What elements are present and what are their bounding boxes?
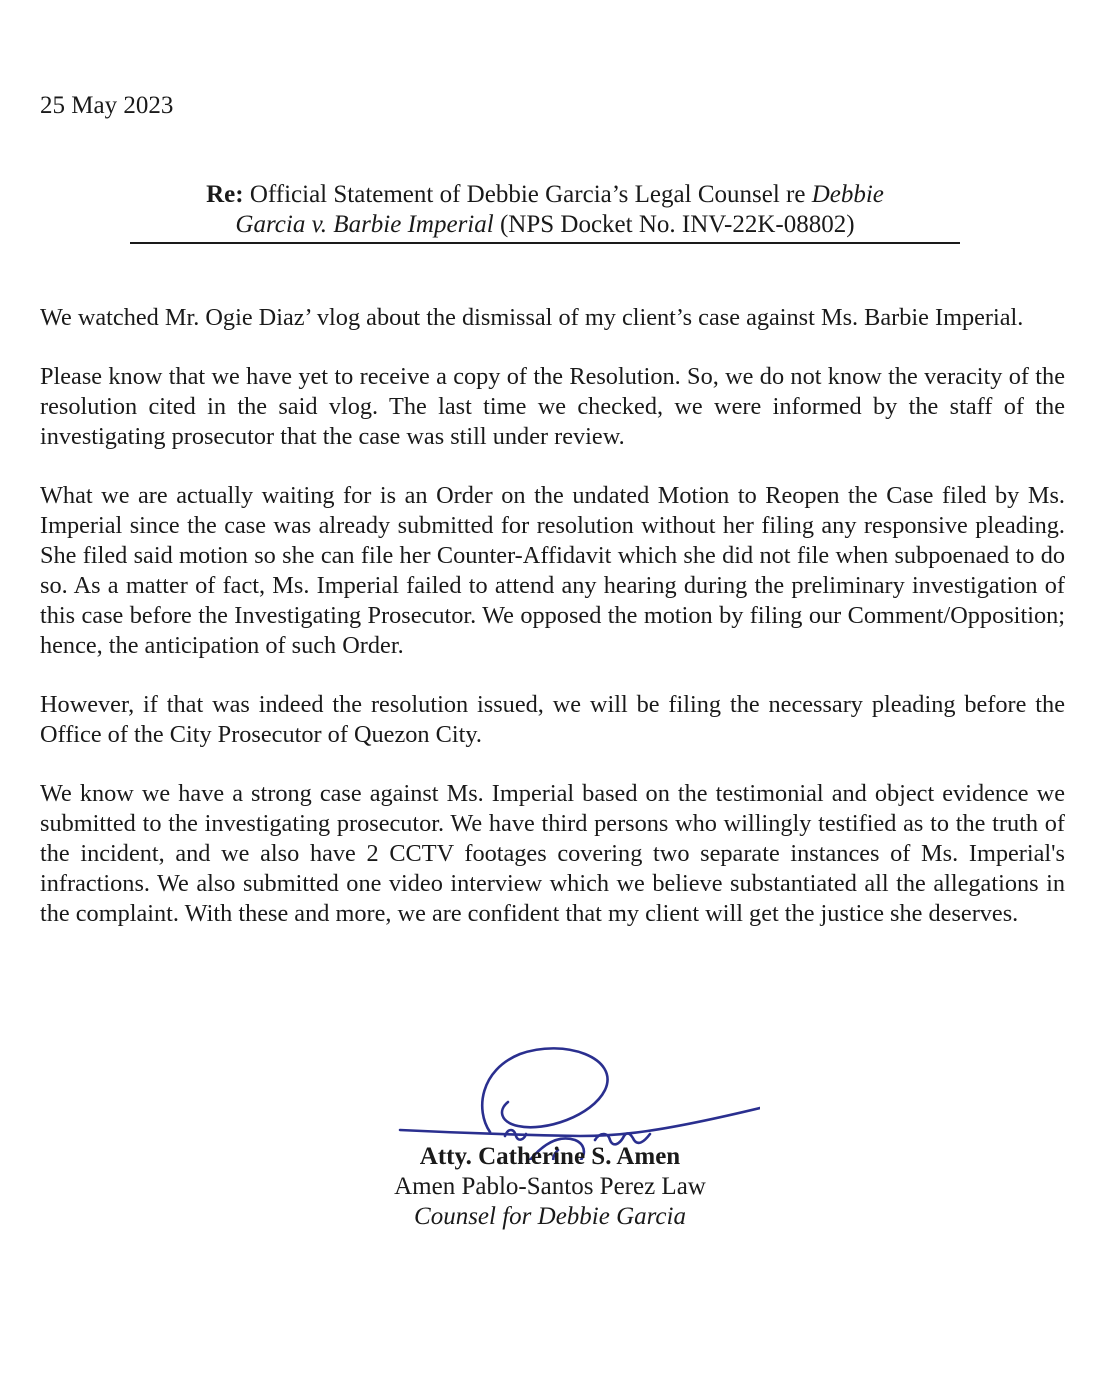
docket-number: (NPS Docket No. INV-22K-08802) <box>499 211 855 238</box>
signatory-firm: Amen Pablo-Santos Perez Law <box>394 1173 706 1200</box>
paragraph: Please know that we have yet to receive a copy of the Resolution. So, we do not know the veracity of the resolution cited in the said vlog. The last time we checked, we were informed by the staff of the investigating prosecutor that the case was still under review. <box>40 363 1065 450</box>
case-title-part1: Debbie <box>811 181 884 208</box>
signatory-name: Atty. Catherine S. Amen <box>419 1143 681 1170</box>
paragraph: However, if that was indeed the resolution issued, we will be filing the necessary pleading before the Office of the City Prosecutor of Quezon City. <box>40 691 1065 748</box>
letter-body <box>40 303 1065 958</box>
subject-underline <box>130 242 960 244</box>
paragraph: We watched Mr. Ogie Diaz’ vlog about the dismissal of my client’s case against Ms. Barbie Imperial. <box>40 304 1024 331</box>
subject-line <box>130 180 960 240</box>
signature-block <box>360 1040 760 1240</box>
letter-date: 25 May 2023 <box>40 92 174 119</box>
case-title-part2: Garcia v. Barbie Imperial <box>235 211 494 238</box>
paragraph: What we are actually waiting for is an Order on the undated Motion to Reopen the Case filed by Ms. Imperial since the case was already submitted for resolution without her filing any responsive pleading. She filed said motion so she can file her Counter-Affidavit which she did not file when subpoenaed to do so. As a matter of fact, Ms. Imperial failed to attend any hearing during the preliminary investigation of this case before the Investigating Prosecutor. We opposed the motion by filing our Comment/Opposition; hence, the anticipation of such Order. <box>40 482 1065 659</box>
paragraph: We know we have a strong case against Ms. Imperial based on the testimonial and object evidence we submitted to the investigating prosecutor. We have third persons who willingly testified as to the truth of the incident, and we also have 2 CCTV footages covering two separate instances of Ms. Imperial's infractions. We also submitted one video interview which we believe substantiated all the allegations in the complaint. With these and more, we are confident that my client will get the justice she deserves. <box>40 780 1065 927</box>
signatory-details <box>360 1142 740 1232</box>
subject-label: Re: <box>206 181 244 208</box>
subject-text: Official Statement of Debbie Garcia’s Legal Counsel re <box>249 181 806 208</box>
signatory-role: Counsel for Debbie Garcia <box>414 1203 686 1230</box>
